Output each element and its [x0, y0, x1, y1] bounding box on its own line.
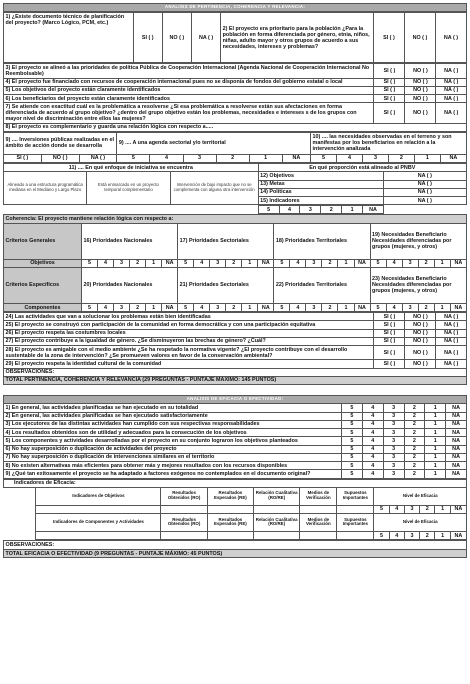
p23-4[interactable]: 4: [386, 303, 402, 311]
e2-5[interactable]: 5: [342, 412, 363, 420]
p18-5[interactable]: 5: [274, 259, 290, 267]
q9b-4[interactable]: 4: [150, 154, 183, 162]
comp-na[interactable]: NA: [450, 531, 466, 539]
q7-no[interactable]: NO ( ): [405, 103, 436, 123]
p20-4[interactable]: 4: [98, 303, 114, 311]
pnbv-1[interactable]: 1: [342, 206, 363, 214]
q25-si[interactable]: SI ( ): [374, 321, 405, 329]
priority-16: 16) Prioridades Nacionales: [81, 223, 177, 259]
e5-na[interactable]: NA: [446, 437, 467, 445]
obj-na[interactable]: NA: [450, 505, 466, 513]
p16-2[interactable]: 2: [130, 259, 146, 267]
e8-1[interactable]: 1: [425, 462, 446, 470]
efficacy-q8: 8) No existen alternativas más eficientes para obtener más y mejores resultados con los recursos disponibles: [4, 462, 342, 470]
q3-si[interactable]: SI ( ): [374, 64, 405, 78]
question-24: 24) Las actividades que van a solucionar los problemas están bien identificadas: [4, 313, 374, 321]
q26-si[interactable]: SI ( ): [374, 329, 405, 337]
p19-2[interactable]: 2: [418, 259, 434, 267]
p22-2[interactable]: 2: [322, 303, 338, 311]
comp-4[interactable]: 4: [389, 531, 404, 539]
q5-na[interactable]: NA ( ): [436, 86, 467, 94]
p19-1[interactable]: 1: [434, 259, 450, 267]
e8-3[interactable]: 3: [383, 462, 404, 470]
question-14: 14) Políticas: [258, 188, 383, 196]
e3-4[interactable]: 4: [362, 420, 383, 428]
q9a-no[interactable]: NO ( ): [41, 154, 79, 162]
strategy-option-2[interactable]: Está enmarcado en un proyecto temporal complementario: [87, 172, 170, 205]
q1-na[interactable]: NA ( ): [191, 13, 220, 63]
pertinence-table: [3, 3, 467, 12]
question-7: 7) Se atiende con exactitud cuál es la problemática a resolverse ¿Si esa problemática a resolverse están sus afectaciones en forma diferenciada de acuerdo al grupo objetivo? ¿dentro del grupo objetivo están los problemas, necesidades e intereses s de los grupos con mayor nivel de discriminación entre ellos las mujeres?: [4, 103, 374, 123]
q3-no[interactable]: NO ( ): [405, 64, 436, 78]
p16-3[interactable]: 3: [114, 259, 130, 267]
observations-2[interactable]: OBSERVACIONES:: [4, 541, 467, 550]
efficacy-q9: 9) ¿Qué tan exitosamente el proyecto se ha adaptado a factores exógenos no contemplados en el documento original?: [4, 470, 342, 478]
q6-na[interactable]: NA ( ): [436, 95, 467, 103]
col-nivel: Nivel de Eficacia: [374, 487, 467, 505]
comp-5[interactable]: 5: [374, 531, 389, 539]
p23-3[interactable]: 3: [402, 303, 418, 311]
q5-no[interactable]: NO ( ): [405, 86, 436, 94]
q9b-na[interactable]: NA: [282, 154, 310, 162]
p18-na[interactable]: NA: [354, 259, 370, 267]
pnbv-3[interactable]: 3: [300, 206, 321, 214]
efficacy-q1: 1) En general, las actividades planificadas se han ejecutado en su totalidad: [4, 404, 342, 412]
observations-1[interactable]: OBSERVACIONES:: [4, 368, 467, 376]
question-26: 26) El proyecto respeta las costumbres locales: [4, 329, 374, 337]
e7-3[interactable]: 3: [383, 453, 404, 461]
question-1: 1) ¿Existe documento técnico de planificación del proyecto? (Marco Lógico, PCM, etc.): [4, 13, 134, 63]
q26-no[interactable]: NO ( ): [405, 329, 436, 337]
q9b-3[interactable]: 3: [183, 154, 216, 162]
p19-3[interactable]: 3: [402, 259, 418, 267]
question-4: 4) El proyecto fue financiado con recursos de cooperación internacional pues no se disponía de fondos del gobierno estatal o local: [4, 78, 374, 86]
p17-na[interactable]: NA: [258, 259, 274, 267]
q24-q29-table: [3, 312, 467, 385]
pnbv-na[interactable]: NA: [363, 206, 384, 214]
q1-no[interactable]: NO ( ): [162, 13, 191, 63]
obj-5[interactable]: 5: [374, 505, 389, 513]
priority-21: 21) Prioridades Sectoriales: [178, 267, 274, 303]
efficacy-table: [3, 395, 467, 478]
e5-4[interactable]: 4: [362, 437, 383, 445]
col-medios: Medios de Verificación: [300, 487, 337, 505]
priority-22: 22) Prioridades Territoriales: [274, 267, 370, 303]
e7-4[interactable]: 4: [362, 453, 383, 461]
e4-4[interactable]: 4: [362, 429, 383, 437]
question-11: 11) .... En qué enfoque de iniciativa se encuentra: [4, 164, 259, 172]
question-3: 3) El proyecto se alineó a las prioridades de política Pública de Cooperación Internacional (Agenda Nacional de Cooperación Internacional No Reembolsable): [4, 64, 374, 78]
q9a-si[interactable]: SI ( ): [4, 154, 42, 162]
p20-5[interactable]: 5: [81, 303, 97, 311]
p19-4[interactable]: 4: [386, 259, 402, 267]
q25-no[interactable]: NO ( ): [405, 321, 436, 329]
col-relacion-2: Relación Cualitativa (RO/RE): [254, 513, 300, 531]
objetivos-label: Objetivos: [4, 259, 82, 267]
q6-si[interactable]: SI ( ): [374, 95, 405, 103]
e9-1[interactable]: 1: [425, 470, 446, 478]
e2-na[interactable]: NA: [446, 412, 467, 420]
q2-no[interactable]: NO ( ): [404, 13, 435, 63]
total-pertinence: TOTAL PERTINENCIA, COHERENCIA Y RELEVANCIA (29 PREGUNTAS - PUNTAJE MÁXIMO: 145 PUNTOS): [4, 376, 467, 384]
e8-na[interactable]: NA: [446, 462, 467, 470]
q24-si[interactable]: SI ( ): [374, 313, 405, 321]
e1-3[interactable]: 3: [383, 404, 404, 412]
q24-na[interactable]: NA ( ): [436, 313, 467, 321]
criterios-especificos: Criterios Específicos: [4, 267, 82, 303]
question-29: 29) El proyecto respeta la identidad cultural de la comunidad: [4, 360, 374, 368]
e3-1[interactable]: 1: [425, 420, 446, 428]
q15-na[interactable]: NA ( ): [383, 197, 466, 205]
priority-18: 18) Prioridades Territoriales: [274, 223, 370, 259]
efficacy-q7: 7) No hay superposición o duplicación de intervenciones similares en el territorio: [4, 453, 342, 461]
col-ro: Resultados Obtenidos (RO): [161, 487, 207, 505]
q7-na[interactable]: NA ( ): [436, 103, 467, 123]
e8-5[interactable]: 5: [342, 462, 363, 470]
efficacy-indicators: [3, 479, 467, 541]
col-medios-2: Medios de Verificación: [300, 513, 337, 531]
question-9b: 9) .... A una agenda sectorial y/o territorial: [117, 132, 311, 154]
p19-5[interactable]: 5: [370, 259, 386, 267]
p17-3[interactable]: 3: [210, 259, 226, 267]
e1-1[interactable]: 1: [425, 404, 446, 412]
e7-5[interactable]: 5: [342, 453, 363, 461]
coherence-title: Coherencia: El proyecto mantiene relación lógica con respecto a:: [4, 215, 467, 223]
p18-2[interactable]: 2: [322, 259, 338, 267]
q9b-5[interactable]: 5: [117, 154, 150, 162]
q9-q10-table: [3, 132, 467, 163]
p21-2[interactable]: 2: [226, 303, 242, 311]
criterios-generales: Criterios Generales: [4, 223, 82, 259]
e7-1[interactable]: 1: [425, 453, 446, 461]
priority-17: 17) Prioridades Sectoriales: [178, 223, 274, 259]
e4-2[interactable]: 2: [404, 429, 425, 437]
q3-na[interactable]: NA ( ): [436, 64, 467, 78]
section-header-efficacy: ANALISIS DE EFICACIA O EFECTIVIDAD:: [4, 396, 467, 404]
strategy-option-1[interactable]: Alineado a una estructura programática mediana en el Mediano y Largo Plazo: [4, 172, 87, 205]
p17-5[interactable]: 5: [178, 259, 194, 267]
q24-no[interactable]: NO ( ): [405, 313, 436, 321]
question-11b: En qué proporción está alineado al PNBV: [258, 164, 466, 172]
e2-1[interactable]: 1: [425, 412, 446, 420]
p18-3[interactable]: 3: [306, 259, 322, 267]
e3-na[interactable]: NA: [446, 420, 467, 428]
question-5: 5) Los objetivos del proyecto están claramente identificados: [4, 86, 374, 94]
p21-na[interactable]: NA: [258, 303, 274, 311]
efficacy-q2: 2) En general, las actividades planificadas se han ejecutado satisfactoriamente: [4, 412, 342, 420]
e5-5[interactable]: 5: [342, 437, 363, 445]
q6-no[interactable]: NO ( ): [405, 95, 436, 103]
question-27: 27) El proyecto contribuye a la igualdad de género. ¿Se disminuyeron las brechas de género? ¿Cuál?: [4, 337, 374, 345]
question-10: 10) .... las necesidades observadas en el terreno y son manifestas por los beneficiarios en relación a la intervención analizada: [311, 132, 467, 154]
p22-1[interactable]: 1: [338, 303, 354, 311]
q7-si[interactable]: SI ( ): [374, 103, 405, 123]
q2-na[interactable]: NA ( ): [435, 13, 466, 63]
e6-1[interactable]: 1: [425, 445, 446, 453]
componentes-label: Componentes: [4, 303, 82, 311]
obj-3[interactable]: 3: [404, 505, 419, 513]
p21-3[interactable]: 3: [210, 303, 226, 311]
p22-5[interactable]: 5: [274, 303, 290, 311]
e1-4[interactable]: 4: [362, 404, 383, 412]
e9-na[interactable]: NA: [446, 470, 467, 478]
pnbv-4[interactable]: 4: [279, 206, 300, 214]
q5-si[interactable]: SI ( ): [374, 86, 405, 94]
obj-1[interactable]: 1: [435, 505, 450, 513]
p21-1[interactable]: 1: [242, 303, 258, 311]
question-15: 15) Indicadores: [258, 197, 383, 205]
e6-3[interactable]: 3: [383, 445, 404, 453]
q10-4[interactable]: 4: [337, 154, 363, 162]
q29-si[interactable]: SI ( ): [374, 360, 405, 368]
question-9a: 9) .... Inversiones públicas realizadas en el ámbito de acción donde se desarrolla: [4, 132, 117, 154]
q25-na[interactable]: NA ( ): [436, 321, 467, 329]
q28-si[interactable]: SI ( ): [374, 346, 405, 360]
p18-4[interactable]: 4: [290, 259, 306, 267]
q1-q2-table: [3, 12, 467, 63]
e7-2[interactable]: 2: [404, 453, 425, 461]
p16-na[interactable]: NA: [162, 259, 178, 267]
p23-2[interactable]: 2: [418, 303, 434, 311]
question-2: 2) El proyecto era prioritario para la población ¿Para la población en forma diferenciada por género, etnia, niños, niñas, adulto mayor y otros grupos de acuerdo a sus necesidades, intereses y problemas?: [221, 13, 374, 63]
obj-4[interactable]: 4: [389, 505, 404, 513]
total-efficacy: TOTAL EFICACIA O EFECTIVIDAD (9 PREGUNTAS - PUNTAJE MÁXIMO: 45 PUNTOS): [4, 550, 467, 558]
p18-1[interactable]: 1: [338, 259, 354, 267]
col-ro-2: Resultados Obtenidos (RO): [161, 513, 207, 531]
col-indicadores-objetivos: Indicadores de Objetivos: [36, 487, 161, 505]
q4-na[interactable]: NA ( ): [436, 78, 467, 86]
p20-na[interactable]: NA: [162, 303, 178, 311]
q4-si[interactable]: SI ( ): [374, 78, 405, 86]
question-28: 28) El proyecto es amigable con el medio ambiente ¿Se ha respetado la normativa vigente? ¿El proyecto contribuye con el desarrollo sustentable de la zona de intervención? ¿Se promueven valores en favor de la conservación ambiental?: [4, 346, 374, 360]
p22-4[interactable]: 4: [290, 303, 306, 311]
efficacy-footer: [3, 540, 467, 558]
p20-3[interactable]: 3: [114, 303, 130, 311]
e4-na[interactable]: NA: [446, 429, 467, 437]
e5-3[interactable]: 3: [383, 437, 404, 445]
p21-5[interactable]: 5: [178, 303, 194, 311]
efficacy-q4: 4) Los resultados obtenidos son de utilidad y adecuados para la consecución de los objetivos: [4, 429, 342, 437]
e2-2[interactable]: 2: [404, 412, 425, 420]
q27-na[interactable]: NA ( ): [436, 337, 467, 345]
coherence-table: [3, 214, 467, 312]
e3-3[interactable]: 3: [383, 420, 404, 428]
col-re-2: Resultados Esperados (RE): [207, 513, 253, 531]
q10-2[interactable]: 2: [388, 154, 414, 162]
indicators-title: Indicadores de Eficacia:: [4, 479, 467, 487]
p17-2[interactable]: 2: [226, 259, 242, 267]
col-relacion: Relación Cualitativa (RO/RE): [254, 487, 300, 505]
col-indicadores-componentes: Indicadores de Componentes y Actividades: [36, 513, 161, 531]
p23-na[interactable]: NA: [450, 303, 466, 311]
question-6: 6) Los beneficiarios del proyecto están claramente identificados: [4, 95, 374, 103]
p23-1[interactable]: 1: [434, 303, 450, 311]
efficacy-row-1: [4, 404, 467, 412]
col-nivel-2: Nivel de Eficacia: [374, 513, 467, 531]
p20-1[interactable]: 1: [146, 303, 162, 311]
q10-5[interactable]: 5: [311, 154, 337, 162]
p23-5[interactable]: 5: [370, 303, 386, 311]
e1-2[interactable]: 2: [404, 404, 425, 412]
p20-2[interactable]: 2: [130, 303, 146, 311]
e4-5[interactable]: 5: [342, 429, 363, 437]
q1-si[interactable]: SI ( ): [133, 13, 162, 63]
pnbv-5[interactable]: 5: [258, 206, 279, 214]
q9b-2[interactable]: 2: [216, 154, 249, 162]
pnbv-scale: [3, 205, 467, 214]
question-25: 25) El proyecto se construyó con participación de la comunidad en forma democrática y con una participación equitativa: [4, 321, 374, 329]
q27-no[interactable]: NO ( ): [405, 337, 436, 345]
comp-3[interactable]: 3: [404, 531, 419, 539]
p21-4[interactable]: 4: [194, 303, 210, 311]
e1-5[interactable]: 5: [342, 404, 363, 412]
strategy-option-3[interactable]: Intervención de bajo impacto que no se complementa con alguna otra intervención: [170, 172, 258, 205]
q13-na[interactable]: NA ( ): [383, 180, 466, 188]
q9a-na[interactable]: NA ( ): [79, 154, 117, 162]
p22-3[interactable]: 3: [306, 303, 322, 311]
e8-4[interactable]: 4: [362, 462, 383, 470]
e3-5[interactable]: 5: [342, 420, 363, 428]
p22-na[interactable]: NA: [354, 303, 370, 311]
e6-4[interactable]: 4: [362, 445, 383, 453]
efficacy-q6: 6) No hay superposición o duplicación de actividades del proyecto: [4, 445, 342, 453]
pnbv-2[interactable]: 2: [321, 206, 342, 214]
e6-2[interactable]: 2: [404, 445, 425, 453]
e9-4[interactable]: 4: [362, 470, 383, 478]
e2-3[interactable]: 3: [383, 412, 404, 420]
q3-q8-table: [3, 63, 467, 132]
e4-1[interactable]: 1: [425, 429, 446, 437]
q14-na[interactable]: NA ( ): [383, 188, 466, 196]
q11-table: [3, 163, 467, 205]
q29-na[interactable]: NA ( ): [436, 360, 467, 368]
p16-1[interactable]: 1: [146, 259, 162, 267]
q10-3[interactable]: 3: [362, 154, 388, 162]
p16-4[interactable]: 4: [98, 259, 114, 267]
e7-na[interactable]: NA: [446, 453, 467, 461]
p19-na[interactable]: NA: [450, 259, 466, 267]
q29-no[interactable]: NO ( ): [405, 360, 436, 368]
obj-2[interactable]: 2: [420, 505, 435, 513]
e9-3[interactable]: 3: [383, 470, 404, 478]
priority-23: 23) Necesidades Beneficiario Necesidades diferenciadas por grupos (mujeres, y otros): [370, 267, 466, 303]
q10-1[interactable]: 1: [414, 154, 440, 162]
e6-na[interactable]: NA: [446, 445, 467, 453]
comp-1[interactable]: 1: [435, 531, 450, 539]
e1-na[interactable]: NA: [446, 404, 467, 412]
question-13: 13) Metas: [258, 180, 383, 188]
e5-2[interactable]: 2: [404, 437, 425, 445]
q9b-1[interactable]: 1: [249, 154, 282, 162]
comp-2[interactable]: 2: [420, 531, 435, 539]
col-re: Resultados Esperados (RE): [207, 487, 253, 505]
q10-na[interactable]: NA: [440, 154, 466, 162]
efficacy-q5: 5) Los componentes y actividades desarrolladas por el proyecto en su conjunto lograron los objetivos planteados: [4, 437, 342, 445]
p16-5[interactable]: 5: [81, 259, 97, 267]
q12-na[interactable]: NA ( ): [383, 172, 466, 180]
e9-2[interactable]: 2: [404, 470, 425, 478]
e5-1[interactable]: 1: [425, 437, 446, 445]
e9-5[interactable]: 5: [342, 470, 363, 478]
priority-19: 19) Necesidades Beneficiario Necesidades diferenciadas por grupos (mujeres, y otros): [370, 223, 466, 259]
p17-4[interactable]: 4: [194, 259, 210, 267]
section-header-pertinence: ANALISIS DE PERTINENCIA, COHERENCIA Y RELEVANCIA:: [4, 4, 467, 12]
col-supuestos: Supuestos Importantes: [337, 487, 374, 505]
q4-no[interactable]: NO ( ): [405, 78, 436, 86]
q26-na[interactable]: NA ( ): [436, 329, 467, 337]
efficacy-q3: 3) Los ejecutores de las distintas actividades han cumplido con sus respectivas responsabilidades: [4, 420, 342, 428]
e4-3[interactable]: 3: [383, 429, 404, 437]
col-supuestos-2: Supuestos Importantes: [337, 513, 374, 531]
q28-no[interactable]: NO ( ): [405, 346, 436, 360]
q27-si[interactable]: SI ( ): [374, 337, 405, 345]
q28-na[interactable]: NA ( ): [436, 346, 467, 360]
question-8: 8) El proyecto es complementario y guarda una relación lógica con respecto a.....: [4, 123, 467, 131]
question-12: 12) Objetivos: [258, 172, 383, 180]
q2-si[interactable]: SI ( ): [373, 13, 404, 63]
priority-20: 20) Prioridades Nacionales: [81, 267, 177, 303]
e2-4[interactable]: 4: [362, 412, 383, 420]
p17-1[interactable]: 1: [242, 259, 258, 267]
e8-2[interactable]: 2: [404, 462, 425, 470]
e3-2[interactable]: 2: [404, 420, 425, 428]
e6-5[interactable]: 5: [342, 445, 363, 453]
